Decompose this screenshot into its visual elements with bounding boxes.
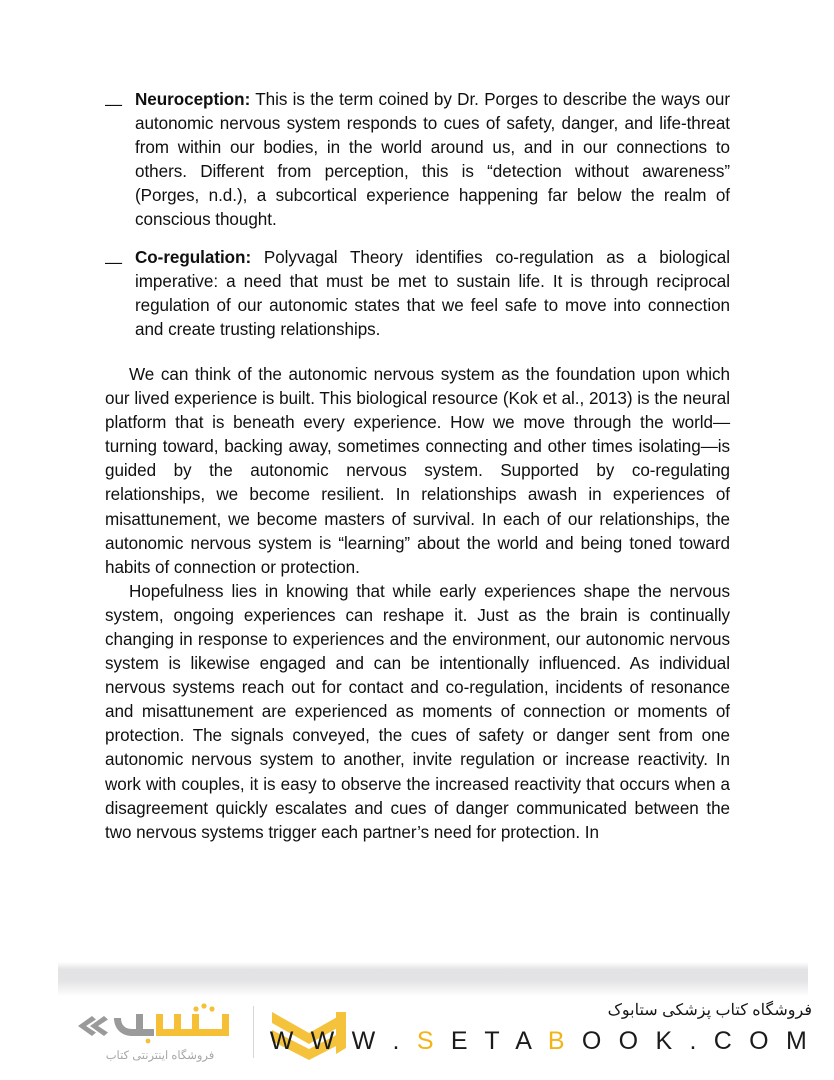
bullet-body-text: This is the term coined by Dr. Porges to describe the ways our autonomic nervous system responds to cues of safety, danger, and life-threat from within our bodies, in the world around us, and in our connections to others. Different from perception, this is “detection without awareness” (Porges, n.d.), a subcortical experience happening far below the realm of conscious thought. [135,90,730,230]
url-segment: E T A [438,1027,536,1055]
logo-subtitle: فروشگاه اینترنتی کتاب [105,1050,215,1062]
paragraph: Hopefulness lies in knowing that while early experiences shape the nervous system, ongoing experiences can reshape it. Just as the brain is continually changing in response to experiences and the environment, our autonomic nervous system is likewise engaged and can be intentionally influenced. As individual nervous systems reach out for contact and co-regulation, incidents of resonance and misattunement are experienced as moments of connection or moments of protection. The signals conveyed, the cues of safety or danger sent from one autonomic nervous system to another, invite regulation or increase reactivity. In work with couples, it is easy to observe the increased reactivity that occurs when a disagreement quickly escalates and cues of danger communicated between the two nervous systems trigger each partner’s need for protection. In [105,581,730,842]
page-bottom-fade [58,962,808,996]
bullet-body-text: Polyvagal Theory identifies co-regulation as a biological imperative: a need that must be met to sustain life. It is through reciprocal regulation of our autonomic states that we feel safe to move into connection and create trusting relationships. [135,247,730,339]
bullet-term-label: Neuroception: [135,90,251,109]
em-dash-bullet-icon: — [105,95,122,114]
logo-wordmark-icon [70,1002,240,1050]
url-segment: O O K . C O M [569,1027,812,1055]
definition-bullet-list [105,88,730,342]
page-text-column [105,88,730,845]
url-segment-highlight: B [535,1027,570,1055]
site-footer [0,996,834,1080]
list-item [105,88,730,233]
site-branding [270,998,812,1056]
site-url[interactable] [270,1026,812,1056]
url-segment: W W W . [269,1027,405,1055]
paragraph: We can think of the autonomic nervous system as the foundation upon which our lived experience is built. This biological resource (Kok et al., 2013) is the neural platform that is beneath every experience. How we move through the world—turning toward, backing away, sometimes connecting and other times isolating—is guided by the autonomic nervous system. Supported by co-regulating relationships, we become resilient. In relationships awash in experiences of misattunement, we become masters of survival. In each of our relationships, the autonomic nervous system is “learning” about the world and being toned toward habits of connection or protection. [105,364,730,577]
body-paragraphs [105,363,730,845]
site-tagline-fa: فروشگاه کتاب پزشکی ستابوک [607,1002,812,1019]
bullet-term-label: Co-regulation: [135,247,252,267]
list-item [105,246,730,342]
logo-divider [253,1006,254,1058]
em-dash-bullet-icon: — [105,252,122,272]
url-segment-highlight: S [404,1027,439,1055]
